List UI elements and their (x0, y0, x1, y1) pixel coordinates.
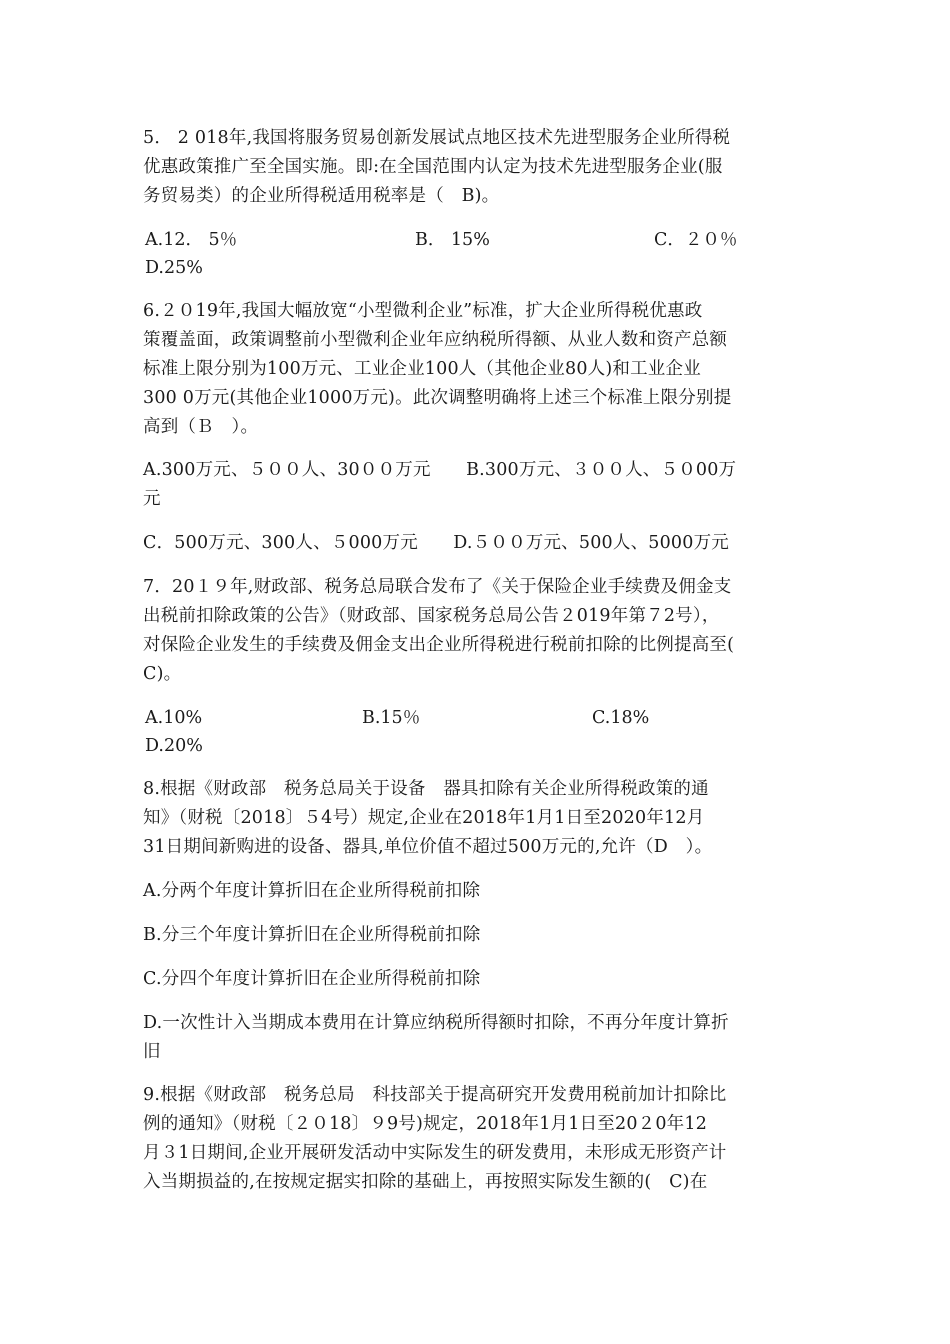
question-stem-line: 6.２０19年,我国大幅放宽“小型微利企业”标准，扩大企业所得税优惠政 (143, 301, 703, 321)
question-stem-line: 入当期损益的,在按规定据实扣除的基础上，再按照实际发生额的( C)在 (143, 1172, 708, 1192)
option-d: D.25% (145, 258, 203, 278)
question-stem-line: 9.根据《财政部 税务总局 科技部关于提高研究开发费用税前加计扣除比 (143, 1085, 727, 1105)
question-stem-line: 31日期间新购进的设备、器具,单位价值不超过500万元的,允许（D ）。 (143, 837, 713, 857)
question-stem-line: 例的通知》（财税〔２０18〕９9号)规定，2018年1月1日至20２0年12 (143, 1114, 708, 1134)
option-line: 旧 (143, 1042, 161, 1062)
question-stem-line: 5． 2 018年,我国将服务贸易创新发展试点地区技术先进型服务企业所得税 (143, 128, 731, 148)
option-line: 元 (143, 489, 161, 509)
option-c: C．２０％ (654, 230, 738, 250)
question-stem-line: 出税前扣除政策的公告》（财政部、国家税务总局公告２019年第７2号）， (143, 606, 720, 626)
question-stem-line: 300 0万元(其他企业1000万元)。此次调整明确将上述三个标准上限分别提 (143, 388, 732, 408)
option-b: B． 15% (415, 230, 490, 250)
question-stem-line: 务贸易类）的企业所得税适用税率是（ B)。 (143, 186, 500, 206)
question-stem-line: 对保险企业发生的手续费及佣金支出企业所得税进行税前扣除的比例提高至( (143, 635, 735, 655)
option-line: A.分两个年度计算折旧在企业所得税前扣除 (143, 881, 481, 901)
option-b: B.15％ (362, 708, 421, 728)
option-line: C.分四个年度计算折旧在企业所得税前扣除 (143, 969, 481, 989)
option-line: B.分三个年度计算折旧在企业所得税前扣除 (143, 925, 481, 945)
option-c: C.18% (592, 708, 650, 728)
option-a: A.10% (145, 708, 203, 728)
option-line: D.一次性计入当期成本费用在计算应纳税所得额时扣除，不再分年度计算折 (143, 1013, 729, 1033)
question-stem-line: 高到（Ｂ ）。 (143, 417, 259, 437)
option-line: A.300万元、５００人、30００万元 B.300万元、３００人、５０00万 (143, 460, 737, 480)
option-d: D.20% (145, 736, 203, 756)
question-stem-line: 8.根据《财政部 税务总局关于设备 器具扣除有关企业所得税政策的通 (143, 779, 709, 799)
question-stem-line: 7．20１９年,财政部、税务总局联合发布了《关于保险企业手续费及佣金支 (143, 577, 732, 597)
question-stem-line: 知》（财税〔2018〕５4号）规定,企业在2018年1月1日至2020年12月 (143, 808, 705, 828)
question-stem-line: 策覆盖面，政策调整前小型微利企业年应纳税所得额、从业人数和资产总额 (143, 330, 728, 350)
question-stem-line: 月３1日期间,企业开展研发活动中实际发生的研发费用，未形成无形资产计 (143, 1143, 727, 1163)
option-line: C．500万元、300人、５000万元 D.５００万元、500人、5000万元 (143, 533, 730, 553)
question-stem-line: C)。 (143, 664, 182, 684)
question-stem-line: 优惠政策推广至全国实施。即:在全国范围内认定为技术先进型服务企业(服 (143, 157, 723, 177)
option-a: A.12． 5％ (145, 230, 238, 250)
question-stem-line: 标准上限分别为100万元、工业企业100人（其他企业80人)和工业企业 (143, 359, 701, 379)
